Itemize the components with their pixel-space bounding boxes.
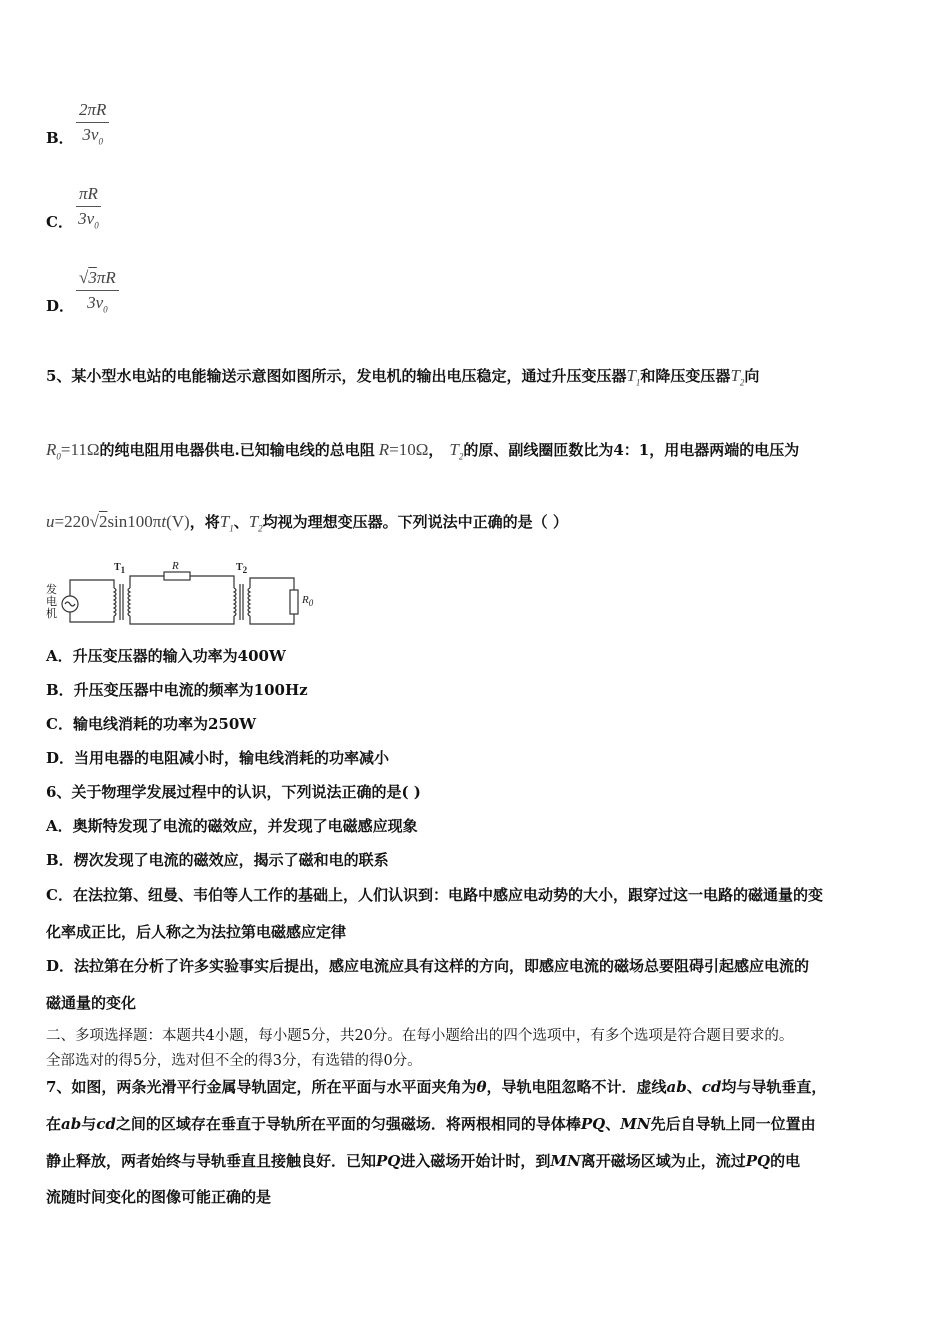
line-resistor-r <box>164 572 190 580</box>
option-c-fraction <box>76 184 101 230</box>
q6-stem: 6、关于物理学发展过程中的认识，下列说法正确的是( ) <box>46 783 421 801</box>
option-d-numerator: √3πR <box>76 268 119 291</box>
option-b-fraction <box>76 100 109 146</box>
q5-option-d: D．当用电器的电阻减小时，输电线消耗的功率减小 <box>46 749 390 767</box>
t2-secondary-coil <box>248 588 250 616</box>
q6-option-c-line1: C．在法拉第、纽曼、韦伯等人工作的基础上，人们认识到：电路中感应电动势的大小，跟穿过这一电路的磁通量的变 <box>46 886 823 904</box>
generator-label: 发电机 <box>46 583 57 620</box>
generator-wave <box>65 602 75 606</box>
r-label: R <box>172 560 179 572</box>
q6-option-d-line2: 磁通量的变化 <box>46 994 137 1012</box>
q5-option-c: C．输电线消耗的功率为250W <box>46 715 257 733</box>
q7-line2: 在ab与cd之间的区域存在垂直于导轨所在平面的匀强磁场．将两根相同的导体棒PQ、MN先后自导轨上同一位置由 <box>46 1115 816 1133</box>
t2-label: $T_2$ <box>236 562 248 575</box>
option-d-denominator: $3v_0$ <box>87 293 108 315</box>
q5-option-a: A．升压变压器的输入功率为400W <box>46 647 286 665</box>
q7-line1: 7、如图，两条光滑平行金属导轨固定，所在平面与水平面夹角为θ，导轨电阻忽略不计．虚线ab、cd均与导轨垂直， <box>46 1078 827 1096</box>
circuit-svg <box>44 560 324 630</box>
option-b-label: B． <box>46 129 74 147</box>
t1-secondary-coil <box>128 588 130 616</box>
option-c-label: C． <box>46 213 73 231</box>
section2-instructions-line2: 全部选对的得5分，选对但不全的得3分，有选错的得0分。 <box>46 1053 422 1069</box>
q5-option-b: B．升压变压器中电流的频率为100Hz <box>46 681 308 699</box>
t1-primary-coil <box>114 588 116 616</box>
power-transmission-circuit <box>44 560 324 630</box>
load-resistor-r0 <box>290 590 298 614</box>
option-c-denominator: $3v_0$ <box>78 209 99 231</box>
option-c-numerator: πR <box>76 184 101 207</box>
q6-option-a: A．奥斯特发现了电流的磁效应，并发现了电磁感应现象 <box>46 817 418 835</box>
q7-line3: 静止释放，两者始终与导轨垂直且接触良好．已知PQ进入磁场开始计时，到MN离开磁场区域为止，流过PQ的电 <box>46 1152 801 1170</box>
q6-option-c-line2: 化率成正比，后人称之为法拉第电磁感应定律 <box>46 923 347 941</box>
q6-option-d-line1: D．法拉第在分析了许多实验事实后提出，感应电流应具有这样的方向，即感应电流的磁场总要阻碍引起感应电流的 <box>46 957 810 975</box>
t2-primary-coil <box>234 588 236 616</box>
section2-instructions-line1: 二、多项选择题：本题共4小题，每小题5分，共20分。在每小题给出的四个选项中，有多个选项是符合题目要求的。 <box>46 1028 794 1044</box>
option-d-fraction <box>76 268 119 314</box>
r0-label: $R_0$ <box>302 594 314 609</box>
option-b-denominator: $3v_0$ <box>82 125 103 147</box>
q7-line4: 流随时间变化的图像可能正确的是 <box>46 1188 272 1206</box>
q6-option-b: B．楞次发现了电流的磁效应，揭示了磁和电的联系 <box>46 851 389 869</box>
t1-label: $T_1$ <box>114 562 126 575</box>
q5-line2: $R_0=11\Omega$的纯电阻用电器供电.已知输电线的总电阻 R=10Ω， $T_2$的原、副线圈匝数比为4：1，用电器两端的电压为 <box>46 440 800 462</box>
q5-line3: u=220√2sin100πt(V)，将$T_1$、$T_2$均视为理想变压器。下列说法中正确的是（ ） <box>46 512 568 534</box>
option-b-numerator: 2πR <box>76 100 109 123</box>
q5-line1: 5、某小型水电站的电能输送示意图如图所示，发电机的输出电压稳定，通过升压变压器$T_1$和降压变压器$T_2$向 <box>46 366 760 388</box>
option-d-label: D． <box>46 297 75 315</box>
